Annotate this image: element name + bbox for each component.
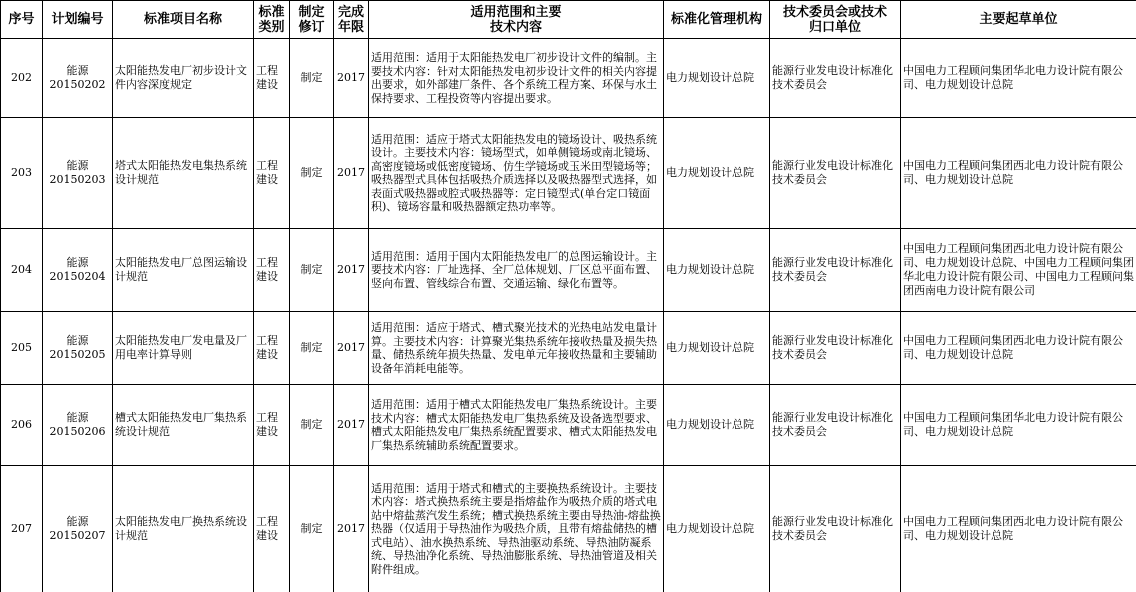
header-revision-line-2: 修订 bbox=[298, 19, 325, 35]
revision-cell: 制定 bbox=[290, 312, 334, 385]
committee-cell: 能源行业发电设计标准化技术委员会 bbox=[770, 229, 901, 312]
revision-cell: 制定 bbox=[290, 229, 334, 312]
drafter-cell: 中国电力工程顾问集团西北电力设计院有限公司、电力规划设计总院 bbox=[901, 312, 1136, 385]
management-cell: 电力规划设计总院 bbox=[664, 466, 770, 592]
header-category-line-2: 类别 bbox=[258, 19, 285, 35]
plan-code-cell bbox=[43, 312, 113, 385]
category-cell: 工程建设 bbox=[254, 39, 290, 118]
header-committee-line-2: 归口单位 bbox=[808, 19, 861, 35]
header-committee bbox=[770, 1, 901, 39]
plan-code-number: 20150206 bbox=[49, 425, 106, 438]
deadline-cell: 2017 bbox=[334, 229, 369, 312]
drafter-cell: 中国电力工程顾问集团西北电力设计院有限公司、电力规划设计总院 bbox=[901, 118, 1136, 229]
plan-code-number: 20150204 bbox=[49, 270, 106, 283]
serial-number-cell: 204 bbox=[1, 229, 43, 312]
management-cell: 电力规划设计总院 bbox=[664, 385, 770, 466]
deadline-cell: 2017 bbox=[334, 312, 369, 385]
project-name-cell: 太阳能热发电厂总图运输设计规范 bbox=[113, 229, 254, 312]
header-revision bbox=[290, 1, 334, 39]
header-revision-line-1: 制定 bbox=[298, 4, 325, 20]
plan-code-prefix: 能源 bbox=[66, 515, 89, 528]
header-drafter: 主要起草单位 bbox=[901, 1, 1136, 39]
plan-code-prefix: 能源 bbox=[66, 64, 89, 77]
table-row bbox=[1, 39, 1136, 118]
header-deadline bbox=[334, 1, 369, 39]
scope-cell: 适用范围：适应于塔式太阳能热发电的镜场设计、吸热系统设计。主要技术内容：镜场型式，如单侧镜场或南北镜场、高密度镜场或低密度镜场、仿生学镜场或玉米田型镜场等；吸热器型式具体包括吸热介质选择以及吸热器型式选择，如表面式吸热器或腔式吸热器等：定日镜型式(单台定口镜面积)、镜场容量和吸热器额定热功率等。 bbox=[369, 118, 664, 229]
plan-code-cell bbox=[43, 118, 113, 229]
plan-code-number: 20150205 bbox=[49, 348, 106, 361]
header-deadline-line-1: 完成 bbox=[337, 4, 364, 20]
serial-number-cell: 206 bbox=[1, 385, 43, 466]
serial-number-cell: 205 bbox=[1, 312, 43, 385]
project-name-cell: 塔式太阳能热发电集热系统设计规范 bbox=[113, 118, 254, 229]
serial-number-cell: 207 bbox=[1, 466, 43, 592]
deadline-cell: 2017 bbox=[334, 118, 369, 229]
drafter-cell: 中国电力工程顾问集团华北电力设计院有限公司、电力规划设计总院 bbox=[901, 39, 1136, 118]
header-committee-line-1: 技术委员会或技术 bbox=[782, 4, 887, 20]
deadline-cell: 2017 bbox=[334, 39, 369, 118]
category-cell: 工程建设 bbox=[254, 312, 290, 385]
category-cell: 工程建设 bbox=[254, 385, 290, 466]
category-cell: 工程建设 bbox=[254, 229, 290, 312]
committee-cell: 能源行业发电设计标准化技术委员会 bbox=[770, 39, 901, 118]
management-cell: 电力规划设计总院 bbox=[664, 229, 770, 312]
plan-code-number: 20150203 bbox=[49, 173, 106, 186]
header-plan-code: 计划编号 bbox=[43, 1, 113, 39]
header-scope-line-1: 适用范围和主要 bbox=[470, 4, 562, 20]
category-cell: 工程建设 bbox=[254, 118, 290, 229]
header-category bbox=[254, 1, 290, 39]
serial-number-cell: 202 bbox=[1, 39, 43, 118]
table-row bbox=[1, 118, 1136, 229]
plan-code-prefix: 能源 bbox=[66, 256, 89, 269]
plan-code-number: 20150207 bbox=[49, 529, 106, 542]
revision-cell: 制定 bbox=[290, 118, 334, 229]
drafter-cell: 中国电力工程顾问集团华北电力设计院有限公司、电力规划设计总院 bbox=[901, 385, 1136, 466]
project-name-cell: 太阳能热发电厂发电量及厂用电率计算导则 bbox=[113, 312, 254, 385]
table-row bbox=[1, 312, 1136, 385]
drafter-cell: 中国电力工程顾问集团西北电力设计院有限公司、电力规划设计总院、中国电力工程顾问集团华北电力设计院有限公司、中国电力工程顾问集团西南电力设计院有限公司 bbox=[901, 229, 1136, 312]
plan-code-cell bbox=[43, 39, 113, 118]
plan-code-prefix: 能源 bbox=[66, 411, 89, 424]
project-name-cell: 太阳能热发电厂换热系统设计规范 bbox=[113, 466, 254, 592]
committee-cell: 能源行业发电设计标准化技术委员会 bbox=[770, 312, 901, 385]
header-category-line-1: 标准 bbox=[258, 4, 285, 20]
deadline-cell: 2017 bbox=[334, 385, 369, 466]
management-cell: 电力规划设计总院 bbox=[664, 39, 770, 118]
plan-code-cell bbox=[43, 229, 113, 312]
category-cell: 工程建设 bbox=[254, 466, 290, 592]
project-name-cell: 槽式太阳能热发电厂集热系统设计规范 bbox=[113, 385, 254, 466]
header-scope bbox=[369, 1, 664, 39]
table-row bbox=[1, 229, 1136, 312]
scope-cell: 适用范围：适用于国内太阳能热发电厂的总图运输设计。主要技术内容：厂址选择、全厂总体规划、厂区总平面布置、竖向布置、管线综合布置、交通运输、绿化布置等。 bbox=[369, 229, 664, 312]
plan-code-prefix: 能源 bbox=[66, 334, 89, 347]
plan-code-cell bbox=[43, 466, 113, 592]
management-cell: 电力规划设计总院 bbox=[664, 312, 770, 385]
revision-cell: 制定 bbox=[290, 466, 334, 592]
scope-cell: 适用范围：适应于塔式、槽式聚光技术的光热电站发电量计算。主要技术内容：计算聚光集热系统年接收热量及损失热量、储热系统年损失热量、发电单元年接收热量和主要辅助设备年消耗电能等。 bbox=[369, 312, 664, 385]
scope-cell: 适用范围：适用于太阳能热发电厂初步设计文件的编制。主要技术内容：针对太阳能热发电初步设计文件的相关内容提出要求，如外部建厂条件、各个系统工程方案、环保与水土保持要求、工程投资等内容提出要求。 bbox=[369, 39, 664, 118]
serial-number-cell: 203 bbox=[1, 118, 43, 229]
committee-cell: 能源行业发电设计标准化技术委员会 bbox=[770, 118, 901, 229]
table-row bbox=[1, 466, 1136, 592]
drafter-cell: 中国电力工程顾问集团西北电力设计院有限公司、电力规划设计总院 bbox=[901, 466, 1136, 592]
header-scope-line-2: 技术内容 bbox=[489, 19, 542, 35]
plan-code-number: 20150202 bbox=[49, 78, 106, 91]
project-name-cell: 太阳能热发电厂初步设计文件内容深度规定 bbox=[113, 39, 254, 118]
scope-cell: 适用范围：适用于塔式和槽式的主要换热系统设计。主要技术内容：塔式换热系统主要是指熔盐作为吸热介质的塔式电站中熔盐蒸汽发生系统；槽式换热系统主要由导热油-熔盐换热器（仅适用于导热油作为吸热介质，且带有熔盐储热的槽式电站）、油水换热系统、导热油驱动系统、导热油防凝系统、导热油净化系统、导热油膨胀系统、导热油管道及相关附件组成。 bbox=[369, 466, 664, 592]
scope-cell: 适用范围：适用于槽式太阳能热发电厂集热系统设计。主要技术内容：槽式太阳能热发电厂集热系统及设备选型要求、槽式太阳能热发电厂集热系统配置要求、槽式太阳能热发电厂集热系统辅助系统配置要求。 bbox=[369, 385, 664, 466]
committee-cell: 能源行业发电设计标准化技术委员会 bbox=[770, 385, 901, 466]
plan-code-prefix: 能源 bbox=[66, 159, 89, 172]
management-cell: 电力规划设计总院 bbox=[664, 118, 770, 229]
revision-cell: 制定 bbox=[290, 385, 334, 466]
header-serial-number: 序号 bbox=[1, 1, 43, 39]
header-management: 标准化管理机构 bbox=[664, 1, 770, 39]
plan-code-cell bbox=[43, 385, 113, 466]
revision-cell: 制定 bbox=[290, 39, 334, 118]
header-project-name: 标准项目名称 bbox=[113, 1, 254, 39]
committee-cell: 能源行业发电设计标准化技术委员会 bbox=[770, 466, 901, 592]
header-deadline-line-2: 年限 bbox=[337, 19, 364, 35]
table-header-row bbox=[1, 1, 1136, 39]
deadline-cell: 2017 bbox=[334, 466, 369, 592]
table-row bbox=[1, 385, 1136, 466]
